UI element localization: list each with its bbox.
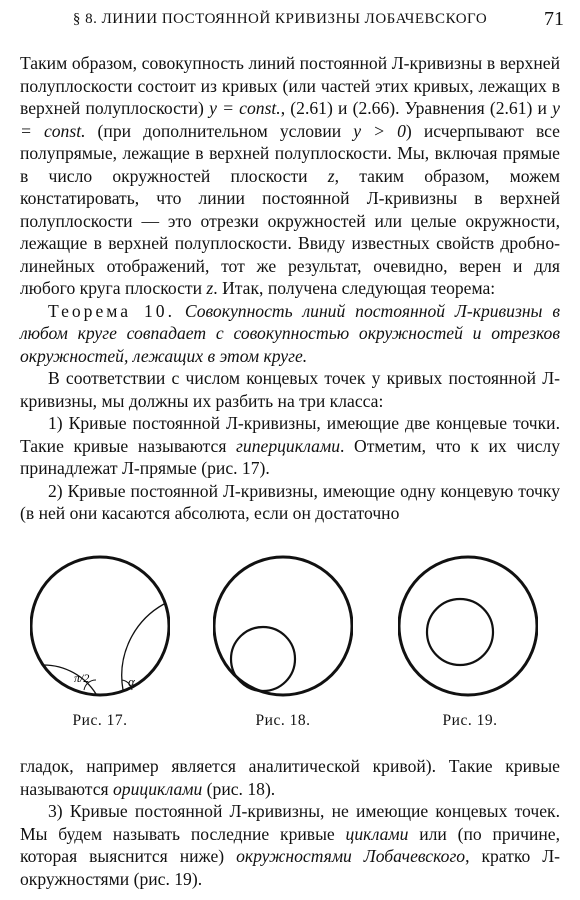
list-item-2-continued: гладок, например является аналитической кривой). Такие кривые называются орициклами (рис. 18). (20, 756, 560, 799)
running-title: § 8. ЛИНИИ ПОСТОЯННОЙ КРИВИЗНЫ ЛОБАЧЕВСКОГО (72, 11, 488, 27)
caption-fig-18: Рис. 18. (255, 712, 311, 729)
equation: y = const. (20, 98, 560, 141)
equation: y = const. (209, 98, 281, 118)
variable: z (327, 165, 335, 186)
paragraph-2: В соответствии с числом концевых точек у кривых постоянной Л-кривизны, мы должны их разбить на три класса: (20, 368, 560, 411)
caption-fig-19: Рис. 19. (442, 712, 498, 729)
list-item-3: 3) Кривые постоянной Л-кривизны, не имеющие концевых точек. Мы будем называть последние кривые циклами или (по причине, которая выяснится ниже) окружностями Лобачевского, кратко Л-окружностями (рис. 19). (20, 801, 560, 889)
figures-row (0, 550, 580, 740)
equation: y > 0 (353, 120, 406, 141)
figure-17-diagram (30, 550, 170, 702)
theorem-10 (20, 300, 560, 368)
figure-19 (398, 550, 538, 702)
term-hypercycles: гиперциклами (236, 435, 340, 456)
term-horocycles: орициклами (113, 778, 203, 799)
list-item-1: 1) Кривые постоянной Л-кривизны, имеющие две концевые точки. Такие кривые называются гиперциклами. Отметим, что к их числу принадлежат Л-прямые (рис. 17). (20, 413, 560, 478)
theorem-label: Теорема 10. (48, 300, 175, 321)
theorem-text: Совокупность линий постоянной Л-кривизны в любом круге совпадает с совокупностью окружностей и отрезков окружностей, лежащих в этом круге. (20, 300, 560, 366)
body-text-bottom (20, 755, 560, 890)
paragraph-1: Таким образом, совокупность линий постоянной Л-кривизны в верхней полуплоскости состоит из кривых (или частей этих кривых, лежащих в верхней полуплоскости) y = const., (2.61) и (2.66). Уравнения (2.61) и y = const. (при дополнительном условии y > 0) исчерпывают все полупрямые, лежащие в верхней полуплоскости. Мы, включая прямые в число окружностей плоскости z, таким образом, можем констатировать, что линии постоянной Л-кривизны в верхней полуплоскости — это отрезки окружностей или целые окружности, лежащие в верхней полуплоскости. Ввиду известных свойств дробно-линейных отображений, тот же результат, очевидно, верен и для любого круга плоскости z. Итак, получена следующая теорема: (20, 53, 560, 298)
figure-18 (213, 550, 353, 702)
body-text-top (20, 52, 560, 525)
angle-label-right: π/2 (74, 671, 90, 685)
term-lobachevsky-circles: окружностями Лобачевского (236, 846, 466, 866)
list-item-2: 2) Кривые постоянной Л-кривизны, имеющие одну концевую точку (в ней они касаются абсолюта, если он достаточно (20, 480, 560, 523)
term-cycles: циклами (345, 823, 409, 844)
variable: z (206, 278, 214, 298)
caption-fig-17: Рис. 17. (72, 712, 128, 729)
angle-label-alpha: α (128, 674, 135, 689)
page-header (0, 8, 580, 32)
page-number: 71 (544, 8, 564, 30)
figure-18-diagram (213, 550, 353, 702)
figure-17 (30, 550, 170, 702)
figure-19-diagram (398, 550, 538, 702)
